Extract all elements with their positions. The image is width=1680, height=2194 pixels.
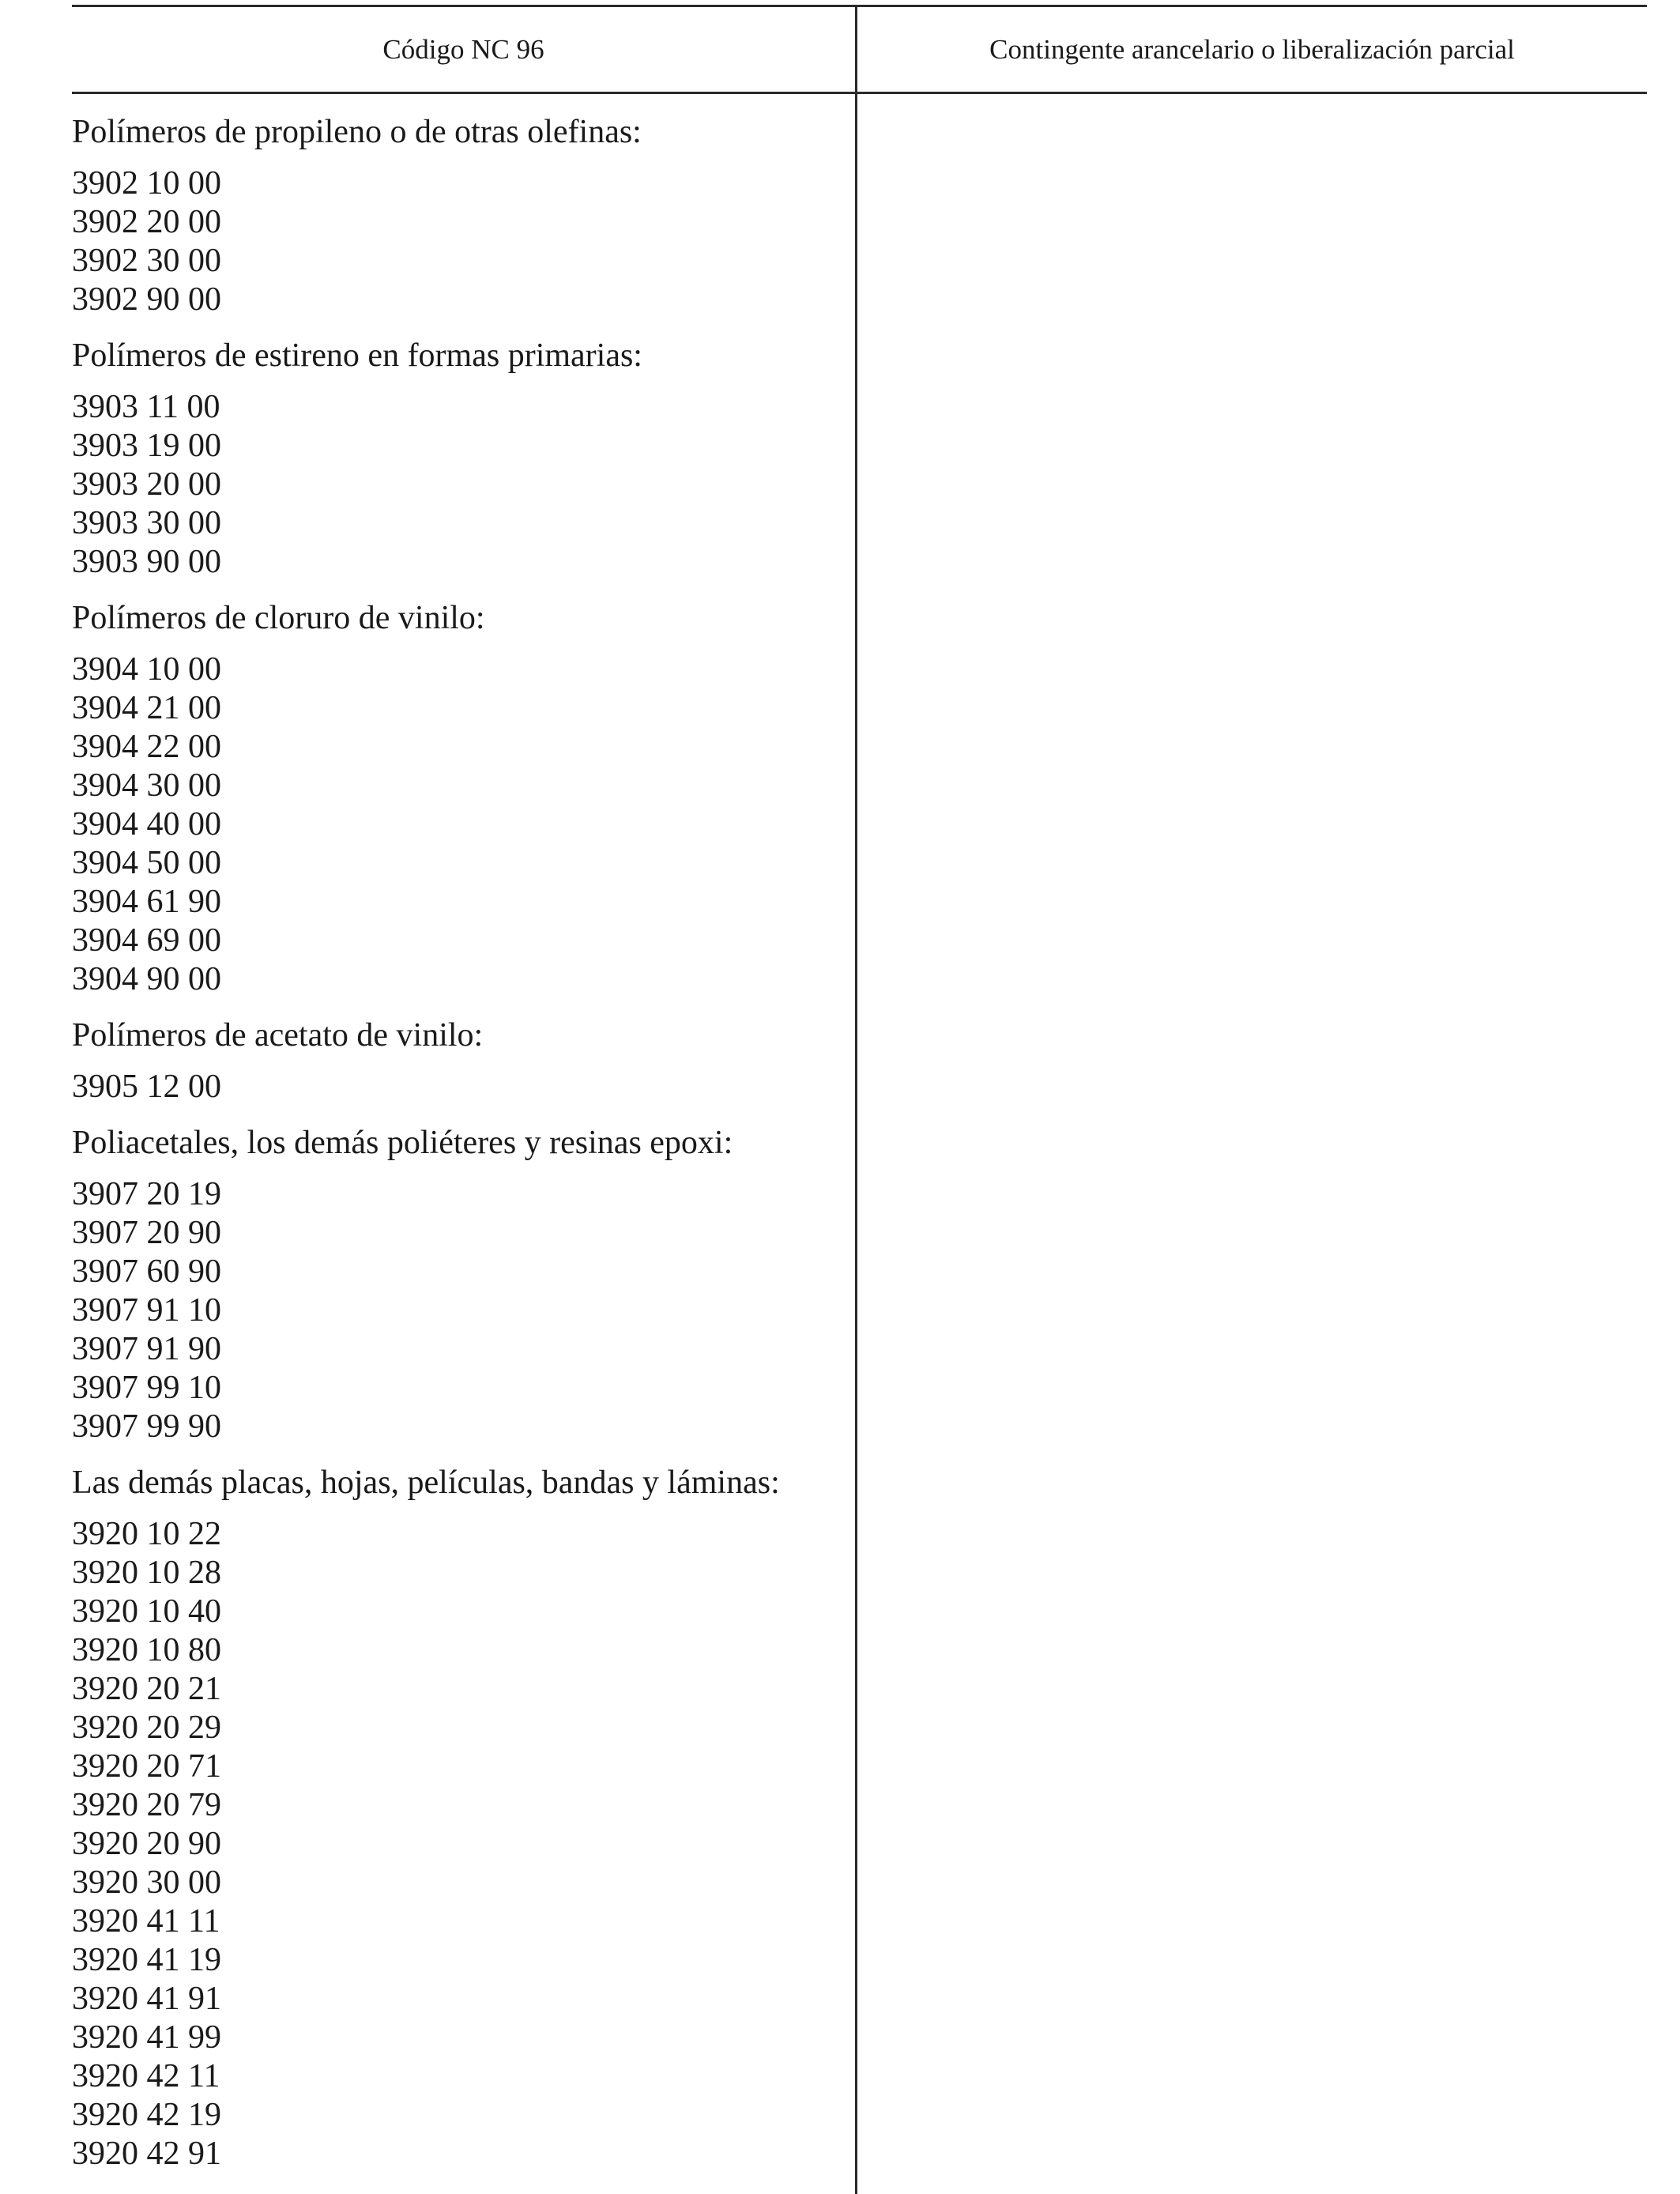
nc-code: 3903 30 00 (72, 505, 221, 541)
nc-code: 3907 91 10 (72, 1292, 221, 1329)
nc-code: 3904 21 00 (72, 690, 221, 726)
product-group (72, 113, 846, 319)
nc-code: 3920 10 40 (72, 1593, 221, 1630)
nc-code: 3902 10 00 (72, 165, 221, 202)
product-group (72, 599, 846, 999)
nc-code: 3903 20 00 (72, 466, 221, 503)
nc-code: 3905 12 00 (72, 1069, 221, 1105)
nc-code: 3920 20 21 (72, 1671, 221, 1707)
nc-code: 3907 20 90 (72, 1215, 221, 1251)
nc-code: 3902 20 00 (72, 204, 221, 240)
group-title: Polímeros de acetato de vinilo: (72, 1017, 484, 1054)
nc-code: 3907 91 90 (72, 1331, 221, 1367)
product-group (72, 1464, 846, 2173)
nc-code: 3907 99 10 (72, 1370, 221, 1406)
nc-code: 3920 42 19 (72, 2097, 221, 2133)
group-title: Polímeros de cloruro de vinilo: (72, 600, 485, 636)
nc-code: 3904 40 00 (72, 806, 221, 843)
code-column (72, 113, 846, 2173)
column-header-quota: Contingente arancelario o liberalización parcial (989, 34, 1515, 65)
nc-code: 3907 99 90 (72, 1408, 221, 1445)
nc-code: 3904 69 00 (72, 922, 221, 959)
nc-code: 3920 20 90 (72, 1826, 221, 1862)
nc-code: 3903 90 00 (72, 544, 221, 580)
nc-code: 3904 30 00 (72, 767, 221, 804)
product-group (72, 337, 846, 582)
group-title: Polímeros de propileno o de otras olefinas: (72, 114, 642, 150)
tariff-table (72, 5, 1647, 2194)
nc-code: 3920 42 91 (72, 2136, 221, 2172)
table-top-rule (72, 5, 1647, 7)
nc-code: 3920 42 11 (72, 2058, 220, 2094)
nc-code: 3920 30 00 (72, 1864, 221, 1901)
nc-code: 3920 20 79 (72, 1787, 221, 1823)
nc-code: 3920 10 22 (72, 1516, 221, 1552)
nc-code: 3904 90 00 (72, 961, 221, 997)
product-group (72, 1124, 846, 1446)
column-header-code: Código NC 96 (382, 34, 544, 65)
nc-code: 3902 30 00 (72, 243, 221, 279)
nc-code: 3920 41 11 (72, 1903, 220, 1940)
nc-code: 3904 61 90 (72, 884, 221, 920)
nc-code: 3907 20 19 (72, 1176, 221, 1212)
nc-code: 3920 20 71 (72, 1748, 221, 1785)
group-title: Polímeros de estireno en formas primarias: (72, 337, 642, 374)
nc-code: 3920 41 19 (72, 1942, 221, 1978)
nc-code: 3920 41 91 (72, 1981, 221, 2017)
nc-code: 3903 19 00 (72, 428, 221, 464)
nc-code: 3907 60 90 (72, 1253, 221, 1290)
group-title: Las demás placas, hojas, películas, bandas y láminas: (72, 1465, 780, 1501)
nc-code: 3920 20 29 (72, 1710, 221, 1746)
nc-code: 3920 41 99 (72, 2019, 221, 2056)
nc-code: 3903 11 00 (72, 389, 220, 425)
header-bottom-rule (72, 92, 1647, 94)
nc-code: 3920 10 80 (72, 1632, 221, 1668)
nc-code: 3904 50 00 (72, 845, 221, 881)
nc-code: 3920 10 28 (72, 1555, 221, 1591)
column-divider (855, 5, 857, 2194)
nc-code: 3904 22 00 (72, 729, 221, 765)
nc-code: 3902 90 00 (72, 281, 221, 318)
group-title: Poliacetales, los demás poliéteres y resinas epoxi: (72, 1125, 733, 1161)
product-group (72, 1016, 846, 1106)
nc-code: 3904 10 00 (72, 651, 221, 688)
